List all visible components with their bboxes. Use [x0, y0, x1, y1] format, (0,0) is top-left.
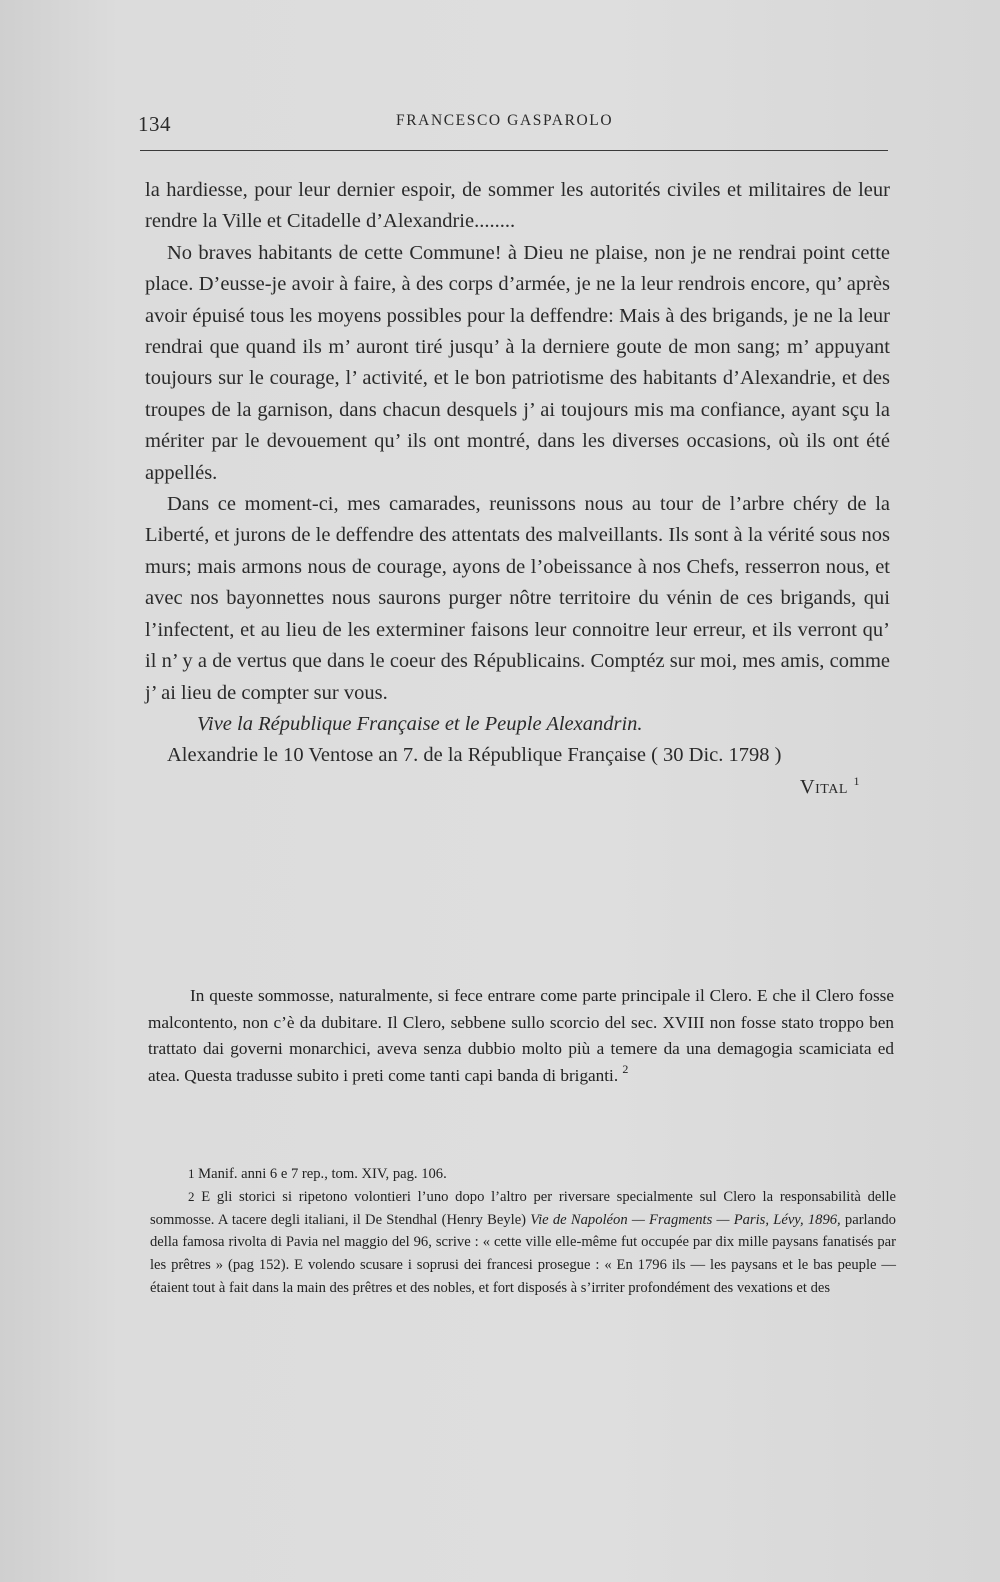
- commentary-body: In queste sommosse, naturalmente, si fece entrare come parte principale il Clero. E che il Clero fosse malcontento, non c’è da dubitare. Il Clero, sebbene sullo scorcio del sec. XVIII non fosse stato troppo ben trattato dai governi monarchici, aveva senza dubbio molto più a temere da una demagogia scamiciata ed atea. Questa tradusse subito i preti come tanti capi banda di briganti.: [148, 986, 894, 1085]
- footnote-text: E gli storici si ripetono volontieri l’uno dopo l’altro per riversare specialmente sul Clero la responsabilità delle sommosse. A tacere degli italiani, il De Stendhal (Henry Beyle): [150, 1188, 896, 1228]
- footnote: [150, 1186, 896, 1300]
- proclamation-signature: [145, 772, 890, 803]
- running-head: FRANCESCO GASPAROLO: [396, 112, 614, 129]
- footnote-number: 1: [188, 1166, 195, 1181]
- proclamation-text: [145, 175, 890, 803]
- header-rule: [140, 150, 888, 151]
- page-number: 134: [138, 112, 171, 136]
- footnote-number: 2: [188, 1188, 195, 1204]
- footnote-reference: 2: [622, 1061, 629, 1076]
- proclamation-dateline: Alexandrie le 10 Ventose an 7. de la République Française ( 30 Dic. 1798 ): [167, 744, 782, 767]
- page-header: [138, 104, 888, 144]
- commentary-paragraph: [148, 983, 894, 1089]
- footnote-text: parlando della famosa rivolta di Pavia nel maggio del 96, scrive : « cette ville elle-même fut occupée par dix mille paysans fanatisés par les prêtres » (pag 152). E volendo scusare i soprusi dei francesi prosegue : « En 1796 ils — les paysans et le bas peuple — étaient tout à fait dans la main des prêtres et des nobles, et fort disposés à s’irriter profondément des vexations et des: [150, 1211, 896, 1296]
- proclamation-paragraph: Dans ce moment-ci, mes camarades, reunissons nous au tour de l’arbre chéry de la Liberté, et jurons de le deffendre des attentats des malveillants. Ils sont à la vérité sous nos murs; mais armons nous de courage, ayons de l’obeissance à nos Chefs, resserron nous, et avec nos bayonnettes nous saurons purger nôtre territoire du vénin de ces brigands, qui l’infectent, et au lieu de les exterminer faisons leur connoitre leur erreur, et ils verront qu’ il n’ y a de vertus que dans le coeur des Républicains. Comptéz sur moi, mes amis, comme j’ ai lieu de compter sur vous.: [145, 493, 890, 704]
- footnote-text: Manif. anni 6 e 7 rep., tom. XIV, pag. 106.: [198, 1166, 447, 1182]
- proclamation-paragraph: No braves habitants de cette Commune! à Dieu ne plaise, non je ne rendrai point cette place. D’eusse-je avoir à faire, à des corps d’armée, je ne la leur rendrois encore, qu’ après avoir épuisé tous les moyens possibles pour la deffendre: Mais à des brigands, je ne la leur rendrai que quand ils m’ auront tiré jusqu’ à la derniere goute de mon sang; m’ appuyant toujours sur le courage, l’ activité, et le bon patriotisme des habitants d’Alexandrie, et des troupes de la garnison, dans chacun desquels j’ ai toujours mis ma confiance, ayant sçu la mériter par le devouement qu’ ils ont montré, dans les diverses occasions, où ils ont été appellés.: [145, 241, 890, 484]
- footnote-cited-title: Vie de Napoléon — Fragments — Paris, Lévy, 1896,: [530, 1211, 841, 1228]
- signature-name: Vital: [799, 775, 848, 798]
- footnote-reference: 1: [853, 773, 860, 788]
- footnotes: [150, 1163, 896, 1300]
- proclamation-motto: Vive la République Française et le Peuple Alexandrin.: [197, 712, 643, 735]
- commentary-text: [148, 983, 894, 1089]
- proclamation-paragraph: la hardiesse, pour leur dernier espoir, de sommer les autorités civiles et militaires de leur rendre la Ville et Citadelle d’Alexandrie........: [145, 179, 890, 233]
- footnote: [150, 1163, 896, 1186]
